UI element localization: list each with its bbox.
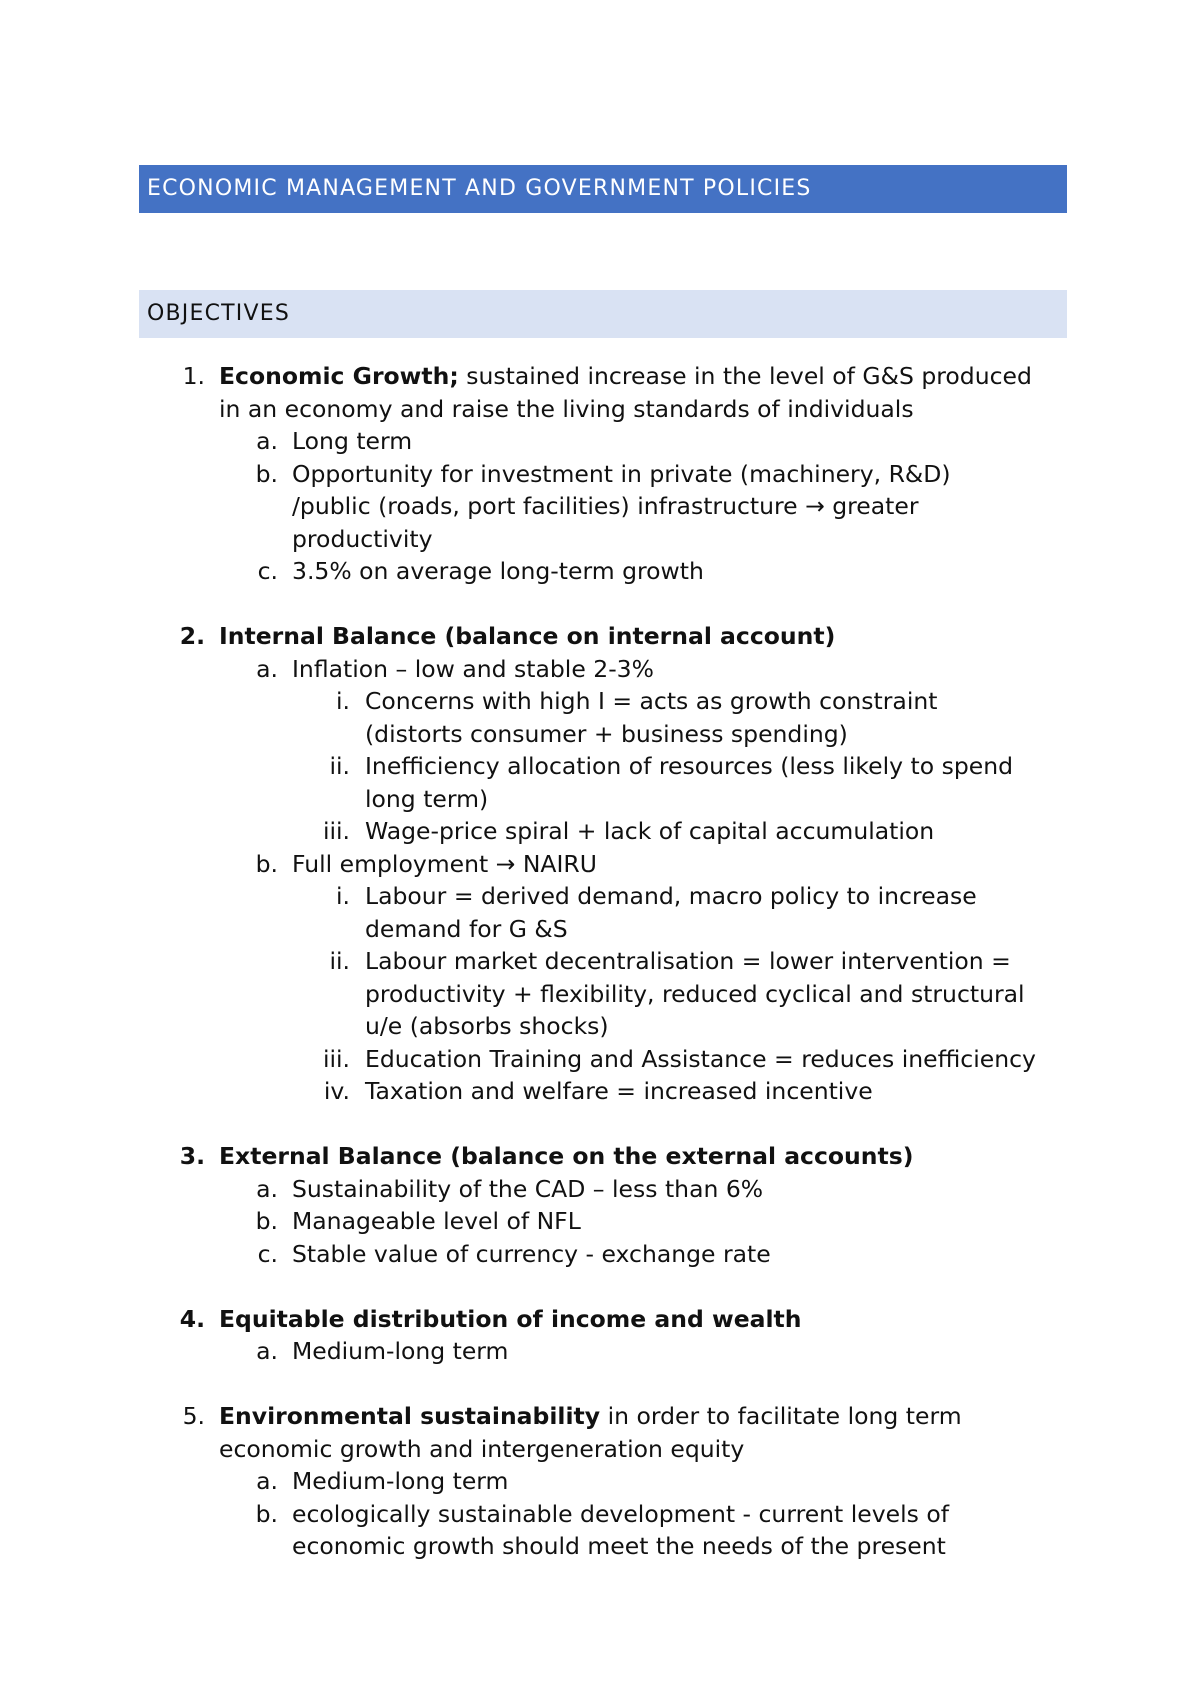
objective-title: Economic Growth; [219,362,459,390]
list-text [219,1140,913,1173]
sub-item [0,848,1200,881]
list-number: b. [255,849,278,878]
list-number: i. [336,882,350,910]
sub-item [0,555,1200,588]
list-text: Full employment → NAIRU [292,849,597,878]
list-number: 2. [179,622,205,650]
list-text: productivity + flexibility, reduced cyclical and structural [365,979,1025,1008]
list-number: a. [256,1174,278,1203]
list-text: Medium-long term [292,1467,509,1495]
list-text [219,360,1032,393]
list-text: Concerns with high I = acts as growth constraint [365,687,938,715]
list-text: Labour = derived demand, macro policy to increase [365,882,977,910]
list-number: a. [256,1337,278,1365]
objective-description: sustained increase in the level of G&S produced [458,362,1032,390]
list-continuation [0,1010,1200,1043]
objective-description: in order to facilitate long term [600,1402,962,1430]
list-number: c. [257,1239,278,1268]
objective-title: External Balance (balance on the external accounts) [219,1142,914,1170]
list-number: ii. [329,947,350,975]
list-text [219,1303,802,1336]
list-text: long term) [365,784,489,813]
list-text [219,1400,962,1433]
sub-sub-item [0,685,1200,718]
sub-item [0,1205,1200,1238]
list-text: Wage-price spiral + lack of capital accumulation [365,817,935,845]
list-text [219,620,835,653]
list-number: 3. [179,1142,205,1170]
list-text: Manageable level of NFL [292,1207,581,1235]
sub-item [0,1238,1200,1271]
list-continuation [0,978,1200,1011]
sub-item [0,1173,1200,1206]
sub-item [0,1335,1200,1368]
objective-internal-balance [0,620,1200,653]
objective-title: Environmental sustainability [219,1402,601,1430]
list-text: Labour market decentralisation = lower intervention = [365,947,1011,975]
list-text: u/e (absorbs shocks) [365,1012,609,1040]
sub-item [0,458,1200,491]
list-number: 5. [182,1402,205,1430]
sub-sub-item [0,880,1200,913]
list-text: Inefficiency allocation of resources (less likely to spend [365,752,1014,780]
objective-environmental-sustainability [0,1400,1200,1433]
list-text: demand for G &S [365,914,568,943]
objective-title: Equitable distribution of income and wealth [219,1304,802,1333]
list-text: /public (roads, port facilities) infrastructure → greater [292,492,919,520]
list-continuation [0,718,1200,751]
list-continuation [0,393,1200,426]
list-number: b. [255,459,278,488]
list-text: 3.5% on average long-term growth [292,557,704,585]
list-number: b. [255,1207,278,1235]
list-number: i. [336,687,350,715]
list-text: (distorts consumer + business spending) [365,719,848,748]
list-number: c. [257,557,278,585]
list-number: a. [256,654,278,683]
sub-sub-item [0,750,1200,783]
list-number: a. [256,1467,278,1495]
list-text: Education Training and Assistance = reduces inefficiency [365,1044,1036,1073]
list-text: Inflation – low and stable 2-3% [292,654,654,683]
objective-economic-growth [0,360,1200,393]
sub-item [0,653,1200,686]
list-number: 4. [179,1304,205,1333]
objective-title: Internal Balance (balance on internal account) [219,622,836,650]
list-continuation [0,783,1200,816]
document-title: ECONOMIC MANAGEMENT AND GOVERNMENT POLICIES [139,165,1067,213]
list-number: iii. [322,817,350,845]
objective-external-balance [0,1140,1200,1173]
list-text: economic growth and intergeneration equity [219,1434,745,1463]
list-continuation [0,1530,1200,1563]
list-text: Opportunity for investment in private (machinery, R&D) [292,459,951,488]
sub-sub-item [0,815,1200,848]
sub-item [0,1498,1200,1531]
list-continuation [0,490,1200,523]
list-continuation [0,913,1200,946]
objective-equitable-distribution [0,1303,1200,1336]
list-text: Taxation and welfare = increased incentive [365,1077,873,1105]
list-text: Medium-long term [292,1337,509,1365]
list-number: iii. [322,1044,350,1073]
list-text: productivity [292,524,433,553]
list-text: Sustainability of the CAD – less than 6% [292,1174,764,1203]
list-number: ii. [329,752,350,780]
list-number: iv. [323,1077,350,1105]
objectives-list [0,360,1200,1563]
list-number: b. [255,1499,278,1528]
list-text: ecologically sustainable development - current levels of [292,1499,949,1528]
sub-sub-item [0,1075,1200,1108]
list-text: Stable value of currency - exchange rate [292,1239,771,1268]
list-text: in an economy and raise the living standards of individuals [219,394,914,423]
list-text: Long term [292,427,413,455]
sub-sub-item [0,1043,1200,1076]
list-continuation [0,523,1200,556]
sub-sub-item [0,945,1200,978]
section-heading-objectives: OBJECTIVES [139,290,1067,338]
sub-item [0,1465,1200,1498]
list-number: a. [256,427,278,455]
list-text: economic growth should meet the needs of the present [292,1532,946,1560]
list-continuation [0,1433,1200,1466]
list-number: 1. [182,362,205,390]
sub-item [0,425,1200,458]
